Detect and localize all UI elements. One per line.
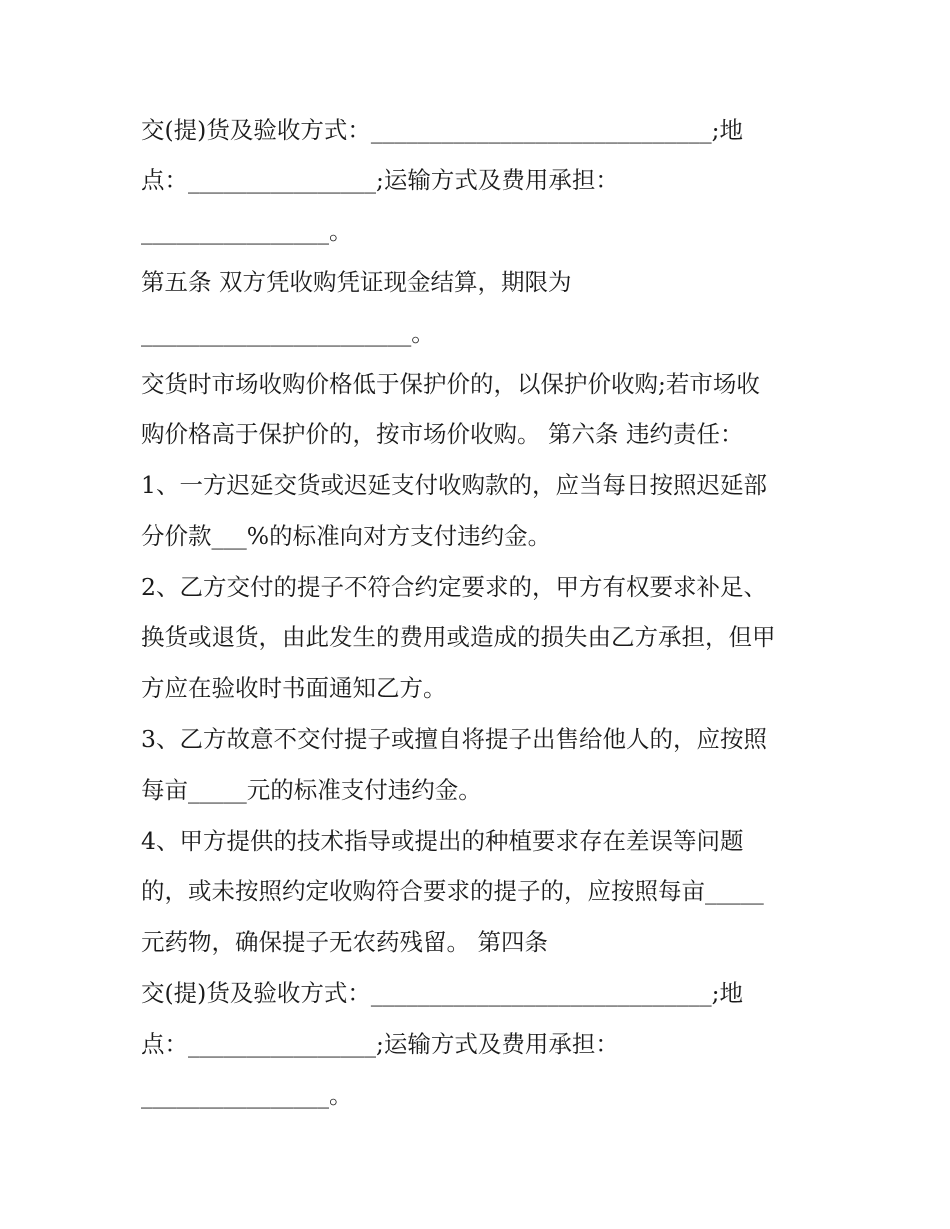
- text-line: 元药物，确保提子无农药残留。 第四条: [141, 928, 548, 956]
- text-line: 4、甲方提供的技术指导或提出的种植要求存在差误等问题: [141, 827, 744, 855]
- text-line: ________________。: [141, 217, 353, 245]
- text-line: 2、乙方交付的提子不符合约定要求的，甲方有权要求补足、: [141, 573, 767, 601]
- text-line: 方应在验收时书面通知乙方。: [141, 674, 447, 702]
- text-line: 点：________________;运输方式及费用承担：: [141, 166, 619, 194]
- text-line: 1、一方迟延交货或迟延支付收购款的，应当每日按照迟延部: [141, 471, 767, 499]
- text-line: 每亩_____元的标准支付违约金。: [141, 776, 482, 804]
- text-line: 交(提)货及验收方式：_____________________________;地: [141, 979, 744, 1007]
- text-line: 交货时市场收购价格低于保护价的，以保护价收购;若市场收: [141, 370, 760, 398]
- text-line: 购价格高于保护价的，按市场价收购。 第六条 违约责任：: [141, 420, 744, 448]
- text-line: 3、乙方故意不交付提子或擅自将提子出售给他人的，应按照: [141, 725, 767, 753]
- text-line: 换货或退货，由此发生的费用或造成的损失由乙方承担，但甲: [141, 623, 776, 651]
- text-line: 分价款___%的标准向对方支付违约金。: [141, 522, 552, 550]
- text-line: 点：________________;运输方式及费用承担：: [141, 1030, 619, 1058]
- text-line: 的，或未按照约定收购符合要求的提子的，应按照每亩_____: [141, 877, 764, 905]
- text-line: 第五条 双方凭收购凭证现金结算，期限为: [141, 268, 572, 296]
- text-line: ________________。: [141, 1081, 353, 1109]
- text-line: 交(提)货及验收方式：_____________________________;地: [141, 116, 744, 144]
- text-line: _______________________。: [141, 319, 435, 347]
